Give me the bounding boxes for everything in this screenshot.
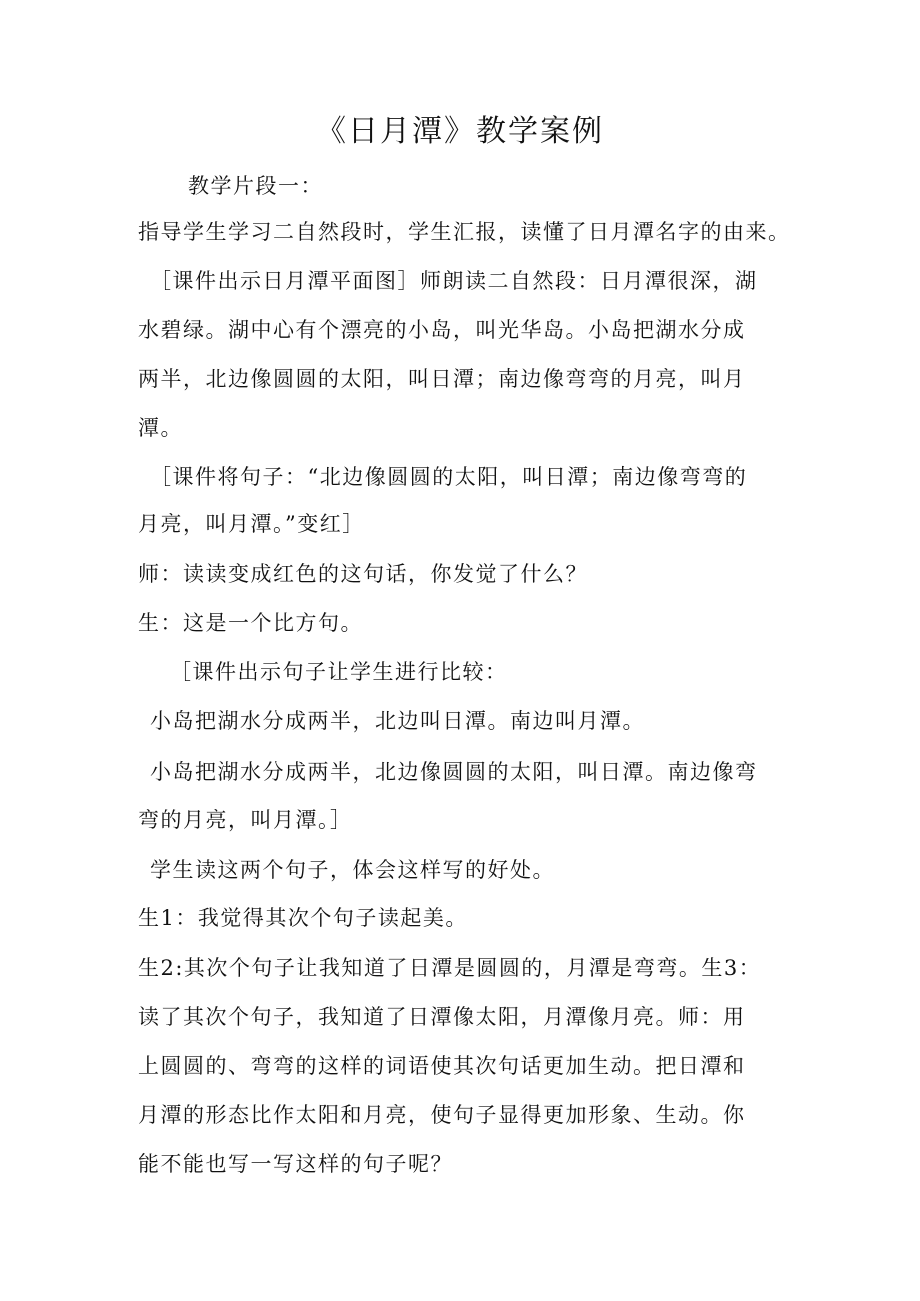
dialogue-line: 上圆圆的、弯弯的这样的词语使其次句话更加生动。把日潭和 <box>138 1054 746 1078</box>
paragraph-line: ［课件将句子：“北边像圆圆的太阳，叫日潭；南边像弯弯的 <box>150 465 748 489</box>
example-sentence: 小岛把湖水分成两半，北边叫日潭。南边叫月潭。 <box>150 709 645 733</box>
paragraph-line: 两半，北边像圆圆的太阳，叫日潭；南边像弯弯的月亮，叫月 <box>138 367 746 391</box>
dialogue-line: 读了其次个句子，我知道了日潭像太阳，月潭像月亮。师：用 <box>138 1005 746 1029</box>
paragraph-line: ［课件出示句子让学生进行比较： <box>170 660 508 684</box>
example-sentence: 小岛把湖水分成两半，北边像圆圆的太阳，叫日潭。南边像弯 <box>150 760 758 784</box>
paragraph-line: 指导学生学习二自然段时，学生汇报，读懂了日月潭名字的由来。 <box>138 220 791 244</box>
paragraph-line: ［课件出示日月潭平面图］师朗读二自然段：日月潭很深，湖 <box>150 269 758 293</box>
dialogue-line: 能不能也写一写这样的句子呢？ <box>138 1152 453 1176</box>
paragraph-line: 潭。 <box>138 416 183 440</box>
paragraph-line: 月亮，叫月潭。”变红］ <box>138 512 365 536</box>
document-title: 《日月潭》教学案例 <box>316 114 604 149</box>
paragraph-line: 水碧绿。湖中心有个漂亮的小岛，叫光华岛。小岛把湖水分成 <box>138 318 746 342</box>
paragraph-line: 学生读这两个句子，体会这样写的好处。 <box>150 858 555 882</box>
dialogue-line: 师：读读变成红色的这句话，你发觉了什么？ <box>138 562 588 586</box>
dialogue-line: 生2:其次个句子让我知道了日潭是圆圆的，月潭是弯弯。生3： <box>138 956 762 980</box>
section-heading: 教学片段一： <box>188 174 323 198</box>
dialogue-line: 生1：我觉得其次个句子读起美。 <box>138 906 468 930</box>
example-sentence: 弯的月亮，叫月潭。］ <box>138 808 353 832</box>
dialogue-line: 月潭的形态比作太阳和月亮，使句子显得更加形象、生动。你 <box>138 1103 746 1127</box>
dialogue-line: 生：这是一个比方句。 <box>138 611 363 635</box>
